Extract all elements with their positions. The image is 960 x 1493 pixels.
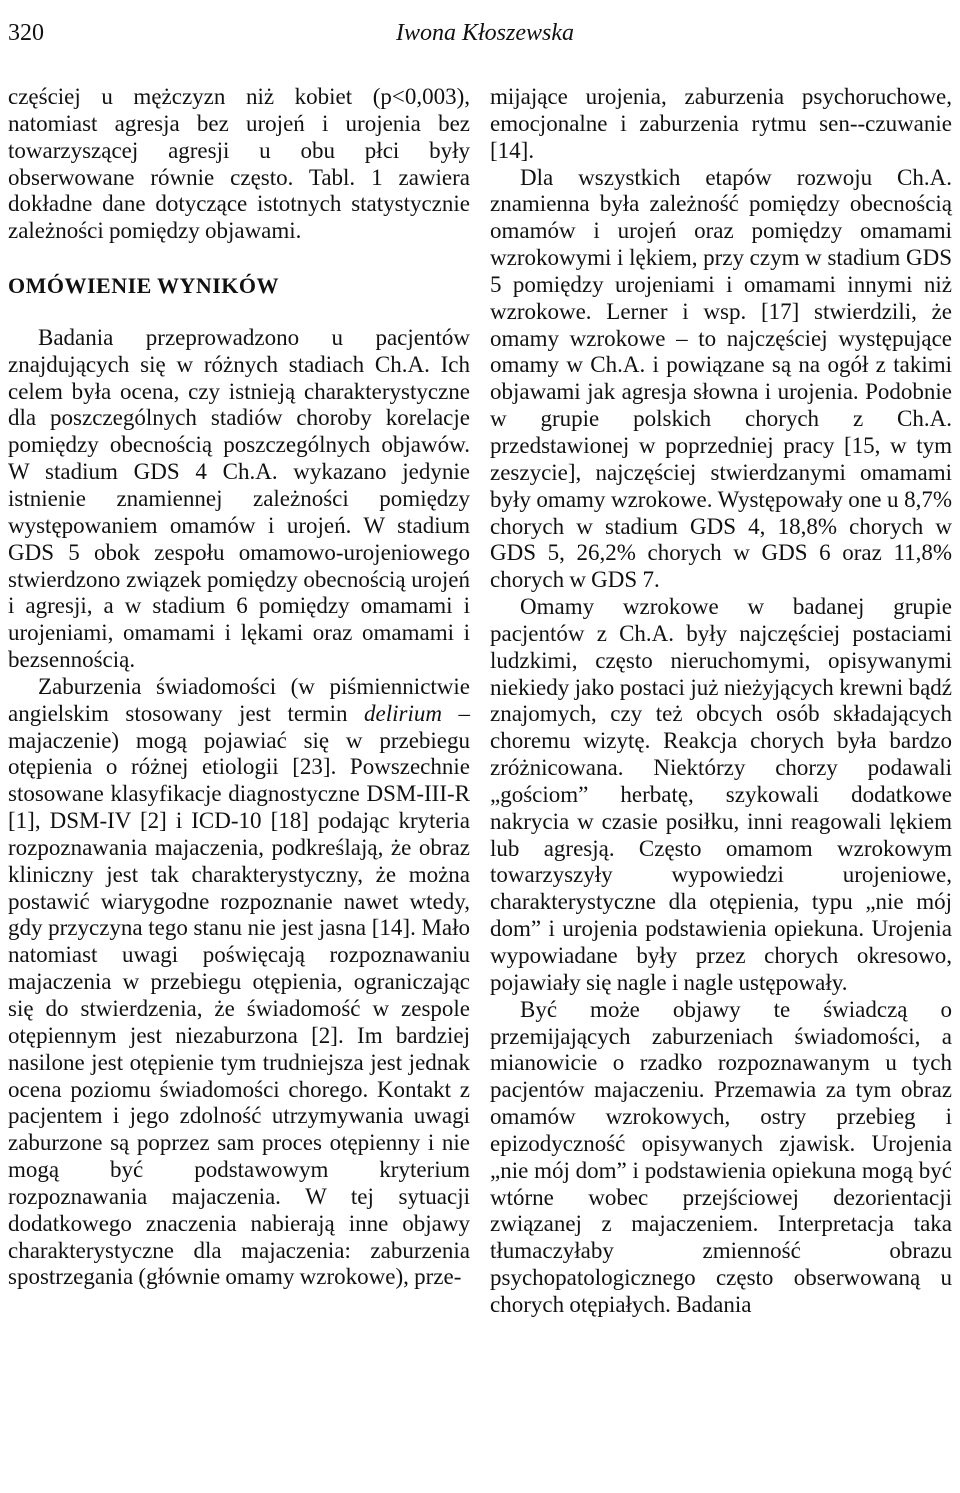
- paragraph: Dla wszystkich etapów rozwoju Ch.A. znamienna była zależność pomiędzy obecnością omamów i urojeń oraz pomiędzy omamami wzrokowymi i lękiem, przy czym w stadium GDS 5 pomiędzy urojeniami i omamami innymi niż wzrokowe. Lerner i wsp. [17] stwierdzili, że omamy wzrokowe – to najczęściej występujące omamy w Ch.A. i powiązane są na ogół z takimi objawami jak agresja słowna i urojenia. Podobnie w grupie polskich chorych z Ch.A. przedstawionej w poprzedniej pracy [15, w tym zeszycie], najczęściej stwierdzanymi omamami były omamy wzrokowe. Występowały one u 8,7% chorych w stadium GDS 4, 18,8% chorych w GDS 5, 26,2% chorych w GDS 6 oraz 11,8% chorych w GDS 7.: [490, 164, 952, 593]
- paragraph: Badania przeprowadzono u pacjentów znajdujących się w różnych stadiach Ch.A. Ich celem była ocena, czy istnieją charakterystyczne dla poszczególnych stadiów choroby korelacje pomiędzy obecnością poszczególnych objawów. W stadium GDS 4 Ch.A. wykazano jedynie istnienie znamiennej zależności pomiędzy występowaniem omamów i urojeń. W stadium GDS 5 obok zespołu omamowo-urojeniowego stwierdzono związek pomiędzy obecnością urojeń i agresji, a w stadium 6 pomiędzy omamami i urojeniami, omamami i lękami oraz omamami i bezsennością.: [8, 324, 470, 673]
- text-span: – majaczenie) mogą pojawiać się w przebiegu otępienia o różnej etiologii [23]. Powszechnie stosowane klasyfikacje diagnostyczne DSM-III-R [1], DSM-IV [2] i ICD-10 [18] podając kryteria rozpoznawania majaczenia, podkreślają, że obraz kliniczny jest tak charakterystyczny, że można postawić wiarygodne rozpoznanie nawet wtedy, gdy przyczyna tego stanu nie jest jasna [14]. Mało natomiast uwagi poświęcają rozpoznawaniu majaczenia w przebiegu otępienia, ograniczając się do stwierdzenia, że świadomość w zespole otępiennym jest niezaburzona [2]. Im bardziej nasilone jest otępienie tym trudniejsza jest jednak ocena poziomu świadomości chorego. Kontakt z pacjentem i jego zdolność utrzymywania uwagi zaburzone są poprzez sam proces otępienny i nie mogą być podstawowym kryterium rozpoznawania majaczenia. W tej sytuacji dodatkowego znaczenia nabierają inne objawy charakterystyczne dla majaczenia: zaburzenia spostrzegania (głównie omamy wzrokowe), prze-: [8, 700, 471, 1290]
- section-heading: OMÓWIENIE WYNIKÓW: [8, 273, 280, 299]
- running-head-author: Iwona Kłoszewska: [396, 20, 575, 46]
- right-column: [490, 84, 952, 1319]
- paragraph-continuation: częściej u mężczyzn niż kobiet (p<0,003), natomiast agresja bez urojeń i urojenia bez towarzyszącej agresji u obu płci były obserwowane równie często. Tabl. 1 zawiera dokładne dane dotyczące istotnych statystycznie zależności pomiędzy objawami.: [8, 84, 470, 244]
- paragraph: [8, 674, 470, 1291]
- italic-term: delirium: [364, 700, 442, 726]
- running-header: [0, 18, 960, 52]
- text-span: Zaburzenia świadomości (w piśmiennictwie angielskim stosowany jest termin: [8, 673, 470, 726]
- page-number: 320: [8, 20, 44, 46]
- paragraph-continuation: mijające urojenia, zaburzenia psychoruchowe, emocjonalne i zaburzenia rytmu sen--czuwanie [14].: [490, 84, 952, 163]
- left-column: [8, 84, 470, 1291]
- paragraph: Omamy wzrokowe w badanej grupie pacjentów z Ch.A. były najczęściej postaciami ludzkimi, często nieruchomymi, opisywanymi niekiedy jako postaci już nieżyjących krewni bądź znajomych, czy też obcych osób składających choremu wizytę. Reakcja chorych była bardzo zróżnicowana. Niektórzy chorzy podawali „gościom” herbatę, szykowali dodatkowe nakrycia w czasie posiłku, inni reagowali lękiem lub agresją. Często omamom wzrokowym towarzyszyły wypowiedzi urojeniowe, charakterystyczne dla otępienia, typu „nie mój dom” i urojenia podstawienia opiekuna. Urojenia wypowiadane były przez chorych okresowo, pojawiały się nagle i nagle ustępowały.: [490, 594, 952, 995]
- paragraph: Być może objawy te świadczą o przemijających zaburzeniach świadomości, a mianowicie o rzadko rozpoznawanym u tych pacjentów majaczeniu. Przemawia za tym obraz omamów wzrokowych, ostry przebieg i epizodyczność opisywanych zjawisk. Urojenia „nie mój dom” i podstawienia opiekuna mogą być wtórne wobec przejściowej dezorientacji związanej z majaczeniem. Interpretacja taka tłumaczyłaby zmienność obrazu psychopatologicznego często obserwowaną u chorych otępiałych. Badania: [490, 996, 952, 1317]
